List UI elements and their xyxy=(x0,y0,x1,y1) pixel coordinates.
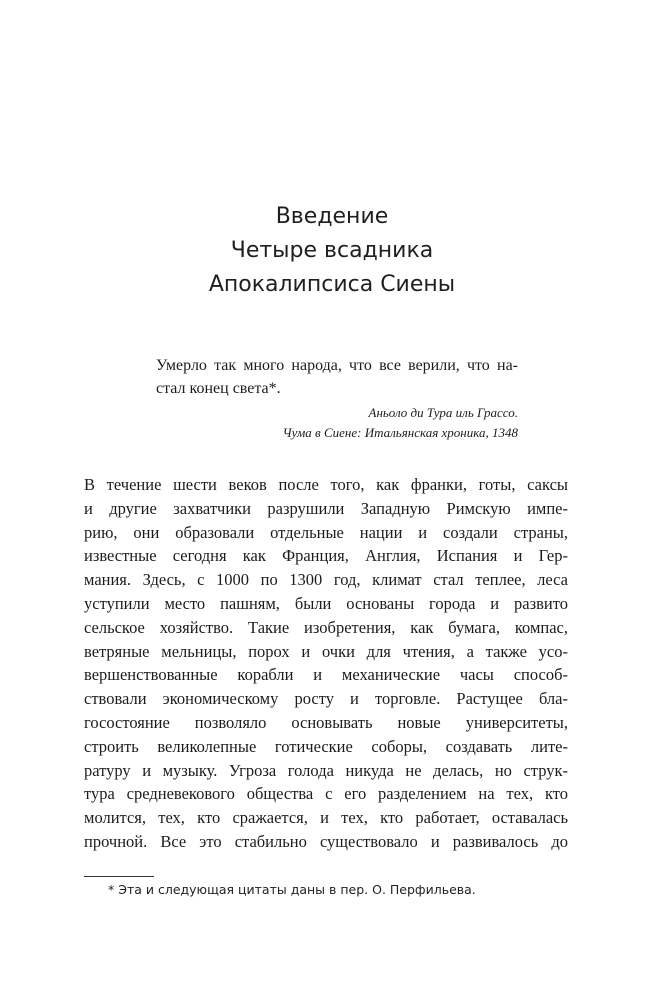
paragraph-line: и другие захватчики разрушили Западную Римскую импе- xyxy=(84,498,568,518)
footnote: * Эта и следующая цитаты даны в пер. О. Перфильева. xyxy=(108,882,476,897)
paragraph-line: госостояние позволяло основывать новые университеты, xyxy=(84,712,568,732)
paragraph-line: сельское хозяйство. Такие изобретения, как бумага, компас, xyxy=(84,617,568,637)
paragraph-line: мания. Здесь, с 1000 по 1300 год, климат стал теплее, леса xyxy=(84,570,568,590)
paragraph-line: строить великолепные готические соборы, создавать лите- xyxy=(84,736,568,756)
epigraph-quote xyxy=(156,354,518,400)
paragraph-line: уступили место пашням, были основаны города и развито xyxy=(84,593,568,613)
epigraph-author: Аньоло ди Тура иль Грассо. xyxy=(368,405,518,420)
paragraph-line: вершенствованные корабли и механические часы способ- xyxy=(84,665,568,685)
paragraph-line: прочной. Все это стабильно существовало и развивалось до xyxy=(84,831,568,851)
paragraph-line: ратуру и музыку. Угроза голода никуда не делась, но струк- xyxy=(84,760,568,780)
chapter-subtitle-line-1: Четыре всадника xyxy=(230,238,434,263)
paragraph-line: молится, тех, кто сражается, и тех, кто работает, оставалась xyxy=(84,808,568,828)
chapter-title: Введение xyxy=(275,204,389,229)
epigraph-source: Чума в Сиене: Итальянская хроника, 1348 xyxy=(282,425,518,440)
footnote-divider xyxy=(84,876,154,877)
chapter-heading xyxy=(0,200,664,302)
epigraph-quote-line: стал конец света*. xyxy=(156,380,281,397)
paragraph-line: ветряные мельницы, порох и очки для чтения, а также усо- xyxy=(84,641,568,661)
epigraph xyxy=(156,354,518,443)
paragraph-line: рию, они образовали отдельные нации и создали страны, xyxy=(84,522,568,542)
epigraph-quote-line: Умерло так много народа, что все верили, что на- xyxy=(156,357,518,374)
paragraph-line: известные сегодня как Франция, Англия, Испания и Гер- xyxy=(84,546,568,566)
body-paragraph xyxy=(84,473,568,854)
paragraph-line: В течение шести веков после того, как франки, готы, саксы xyxy=(84,475,568,494)
chapter-subtitle-line-2: Апокалипсиса Сиены xyxy=(208,272,456,297)
epigraph-attribution xyxy=(156,403,518,443)
paragraph-line: тура средневекового общества с его разделением на тех, кто xyxy=(84,784,568,804)
paragraph-line: ствовали экономическому росту и торговле. Растущее бла- xyxy=(84,689,568,709)
